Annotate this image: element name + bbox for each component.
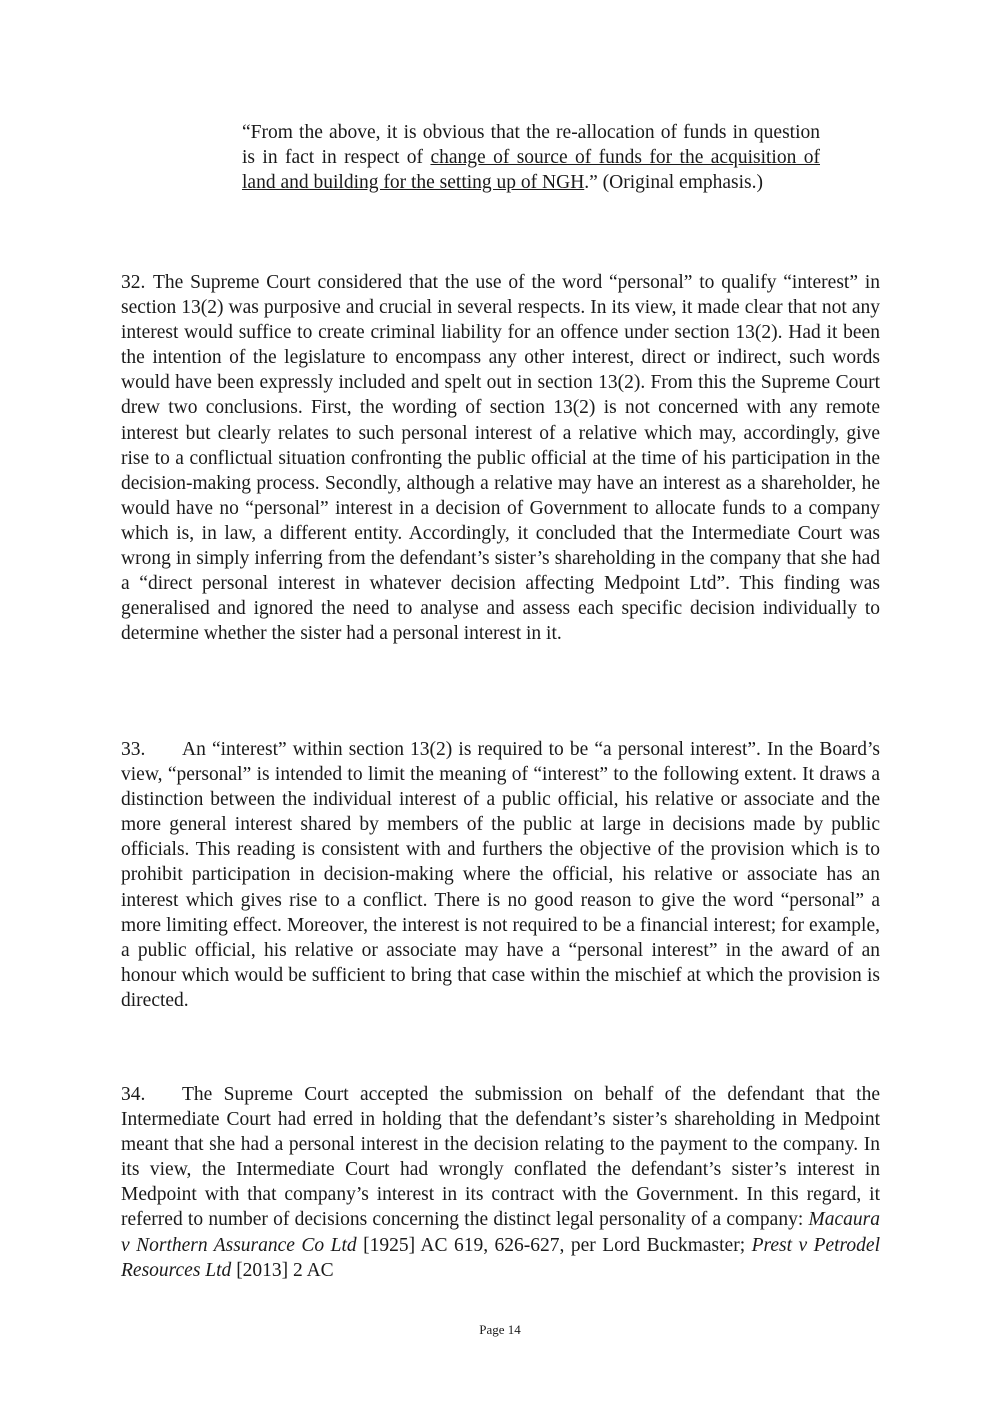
paragraph-text: An “interest” within section 13(2) is required to be “a personal interest”. In the Board’s view, “personal” is intended to limit the meaning of “interest” to the following extent. It draws a distinction between the individual interest of a public official, his relative or associate and the more general interest shared by members of the public at large in decisions made by public officials. This reading is consistent with and furthers the objective of the provision which is to prohibit participation in decision-making where the official, his relative or associate has an interest which gives rise to a conflict. There is no good reason to give the word “personal” a more limiting effect. Moreover, the interest is not required to be a financial interest; for example, a public official, his relative or associate may have a “personal interest” in the award of an honour which would be sufficient to bring that case within the mischief at which the provision is directed. <box>121 739 880 1011</box>
paragraph-32 <box>121 270 880 646</box>
paragraph-number: 34. <box>121 1084 146 1105</box>
case-citation: Prest v Petrodel Resources Ltd <box>121 1234 880 1281</box>
page-number: Page 14 <box>479 1322 521 1337</box>
case-citation: Macaura v Northern Assurance Co Ltd <box>121 1209 880 1256</box>
paragraph-text: The Supreme Court considered that the use of the word “personal” to qualify “interest” in section 13(2) was purposive and crucial in several respects. In its view, it made clear that not any interest would suffice to create criminal liability for an offence under section 13(2). Had it been the intention of the legislature to encompass any other interest, direct or indirect, such words would have been expressly included and spelt out in section 13(2). From this the Supreme Court drew two conclusions. First, the wording of section 13(2) is not concerned with any remote interest but clearly relates to such personal interest of a relative which may, accordingly, give rise to a conflictual situation confronting the public official at the time of his participation in the decision-making process. Secondly, although a relative may have an interest as a shareholder, he would have no “personal” interest in a decision of Government to allocate funds to a company which is, in law, a different entity. Accordingly, it concluded that the Intermediate Court was wrong in simply inferring from the defendant’s sister’s shareholding in the company that she had a “direct personal interest in whatever decision affecting Medpoint Ltd”. This finding was generalised and ignored the need to analyse and assess each specific decision individually to determine whether the sister had a personal interest in it. <box>121 272 880 645</box>
paragraph-number: 33. <box>121 739 146 760</box>
paragraph-number: 32. <box>121 272 146 293</box>
citation-reference: [1925] AC 619, 626-627, per Lord Buckmaster; <box>356 1234 752 1256</box>
citation-reference: [2013] 2 AC <box>231 1259 334 1281</box>
paragraph-33 <box>121 737 880 1013</box>
block-quote <box>242 120 820 195</box>
paragraph-text: The Supreme Court accepted the submission on behalf of the defendant that the Intermediate Court had erred in holding that the defendant’s sister’s shareholding in Medpoint meant that she had a personal interest in the decision relating to the payment to the company. In its view, the Intermediate Court had wrongly conflated the defendant’s sister’s interest in Medpoint with that company’s interest in its contract with the Government. In this regard, it referred to number of decisions concerning the distinct legal personality of a company: <box>121 1084 880 1231</box>
quote-text-end: .” (Original emphasis.) <box>584 172 763 194</box>
quote-underlined-emphasis: change of source of funds for the acquisition of land and building for the setting up of NGH <box>242 147 820 194</box>
paragraph-34 <box>121 1082 880 1283</box>
quote-text-start: “From the above, it is obvious that the re-allocation of funds in question is in fact in respect of <box>242 122 820 169</box>
